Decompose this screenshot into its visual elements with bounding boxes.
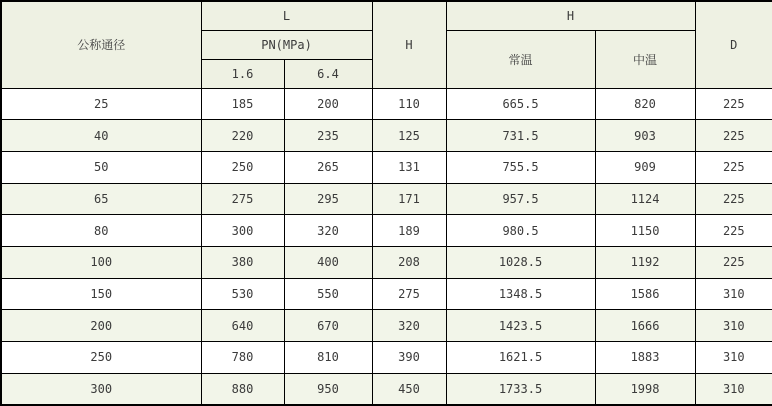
cell-l16: 530	[201, 278, 284, 310]
cell-l16: 250	[201, 151, 284, 183]
cell-dn: 80	[1, 215, 201, 247]
cell-l64: 235	[284, 120, 372, 152]
cell-h-medium: 1192	[595, 246, 695, 278]
cell-h: 110	[372, 88, 446, 120]
cell-d: 225	[695, 151, 772, 183]
table-row	[1, 183, 772, 215]
cell-h: 171	[372, 183, 446, 215]
cell-d: 310	[695, 278, 772, 310]
cell-dn: 100	[1, 246, 201, 278]
cell-l16: 275	[201, 183, 284, 215]
cell-h-normal: 755.5	[446, 151, 595, 183]
cell-h-normal: 1028.5	[446, 246, 595, 278]
cell-l16: 185	[201, 88, 284, 120]
cell-dn: 200	[1, 310, 201, 342]
cell-h-normal: 1621.5	[446, 342, 595, 374]
cell-h-normal: 1348.5	[446, 278, 595, 310]
table-header	[1, 1, 772, 88]
header-pn-1-6: 1.6	[201, 59, 284, 88]
table-body	[1, 88, 772, 405]
cell-h: 189	[372, 215, 446, 247]
cell-h: 125	[372, 120, 446, 152]
cell-d: 310	[695, 373, 772, 405]
cell-l16: 880	[201, 373, 284, 405]
cell-dn: 50	[1, 151, 201, 183]
cell-h-medium: 1998	[595, 373, 695, 405]
cell-h-normal: 1733.5	[446, 373, 595, 405]
cell-d: 225	[695, 215, 772, 247]
header-pn-6-4: 6.4	[284, 59, 372, 88]
cell-h: 131	[372, 151, 446, 183]
cell-d: 225	[695, 246, 772, 278]
cell-l16: 380	[201, 246, 284, 278]
cell-d: 310	[695, 342, 772, 374]
header-col-H: H	[372, 1, 446, 88]
cell-h-medium: 820	[595, 88, 695, 120]
header-row-1	[1, 1, 772, 30]
cell-dn: 65	[1, 183, 201, 215]
cell-l64: 950	[284, 373, 372, 405]
cell-h: 450	[372, 373, 446, 405]
cell-l64: 265	[284, 151, 372, 183]
cell-h: 320	[372, 310, 446, 342]
table-row	[1, 310, 772, 342]
header-nominal-diameter: 公称通径	[1, 1, 201, 88]
cell-dn: 300	[1, 373, 201, 405]
table-row	[1, 246, 772, 278]
table-row	[1, 151, 772, 183]
header-col-D: D	[695, 1, 772, 88]
cell-dn: 150	[1, 278, 201, 310]
cell-l64: 550	[284, 278, 372, 310]
table-row	[1, 88, 772, 120]
cell-l16: 780	[201, 342, 284, 374]
cell-dn: 25	[1, 88, 201, 120]
cell-h-medium: 1586	[595, 278, 695, 310]
cell-d: 310	[695, 310, 772, 342]
table-row	[1, 278, 772, 310]
cell-h-normal: 957.5	[446, 183, 595, 215]
cell-h: 275	[372, 278, 446, 310]
header-group-L: L	[201, 1, 372, 30]
cell-h-normal: 1423.5	[446, 310, 595, 342]
cell-d: 225	[695, 183, 772, 215]
header-pn-mpa: PN(MPa)	[201, 30, 372, 59]
cell-d: 225	[695, 120, 772, 152]
table-row	[1, 342, 772, 374]
cell-h: 390	[372, 342, 446, 374]
cell-h-normal: 731.5	[446, 120, 595, 152]
cell-l16: 640	[201, 310, 284, 342]
cell-l16: 220	[201, 120, 284, 152]
cell-h-normal: 980.5	[446, 215, 595, 247]
cell-l64: 810	[284, 342, 372, 374]
cell-l64: 320	[284, 215, 372, 247]
cell-l16: 300	[201, 215, 284, 247]
header-group-H: H	[446, 1, 695, 30]
cell-dn: 40	[1, 120, 201, 152]
cell-h-medium: 909	[595, 151, 695, 183]
table-row	[1, 373, 772, 405]
cell-h-medium: 903	[595, 120, 695, 152]
cell-h-medium: 1666	[595, 310, 695, 342]
cell-h: 208	[372, 246, 446, 278]
cell-l64: 670	[284, 310, 372, 342]
cell-l64: 200	[284, 88, 372, 120]
cell-h-normal: 665.5	[446, 88, 595, 120]
cell-h-medium: 1883	[595, 342, 695, 374]
header-normal-temp: 常温	[446, 30, 595, 88]
table-row	[1, 215, 772, 247]
cell-h-medium: 1124	[595, 183, 695, 215]
cell-l64: 295	[284, 183, 372, 215]
cell-d: 225	[695, 88, 772, 120]
cell-l64: 400	[284, 246, 372, 278]
header-medium-temp: 中温	[595, 30, 695, 88]
cell-dn: 250	[1, 342, 201, 374]
table-row	[1, 120, 772, 152]
cell-h-medium: 1150	[595, 215, 695, 247]
